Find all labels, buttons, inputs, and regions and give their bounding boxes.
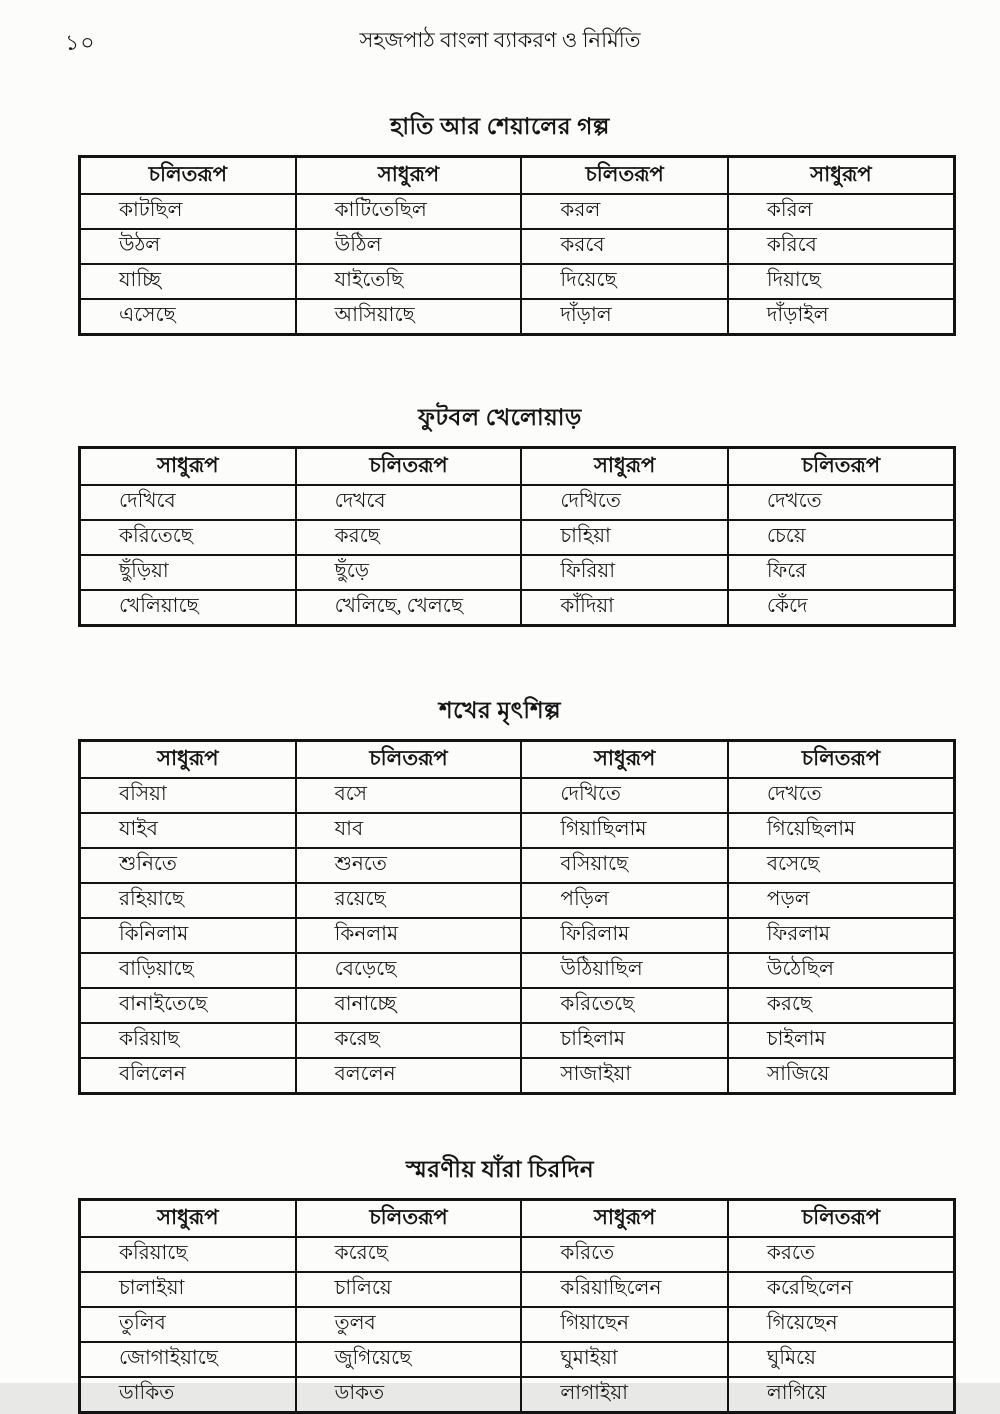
verb-form-table [78, 155, 956, 336]
table-cell: লাগিয়ে [728, 1377, 955, 1413]
table-cell: চাহিলাম [521, 1023, 728, 1058]
table-cell: ছুঁড়ে [296, 555, 522, 590]
table-section [40, 399, 960, 627]
table-cell: যাব [296, 813, 522, 848]
table-row [80, 1237, 955, 1272]
table-cell: করিবে [728, 229, 955, 264]
table-cell: পড়িল [521, 883, 728, 918]
table-cell: খেলিয়াছে [80, 590, 296, 626]
table-row [80, 778, 955, 813]
table-cell: করিল [728, 194, 955, 229]
verb-form-table [78, 1198, 956, 1414]
column-header: চলিতরূপ [728, 448, 955, 486]
table-cell: গিয়েছেন [728, 1307, 955, 1342]
table-cell: করেছে [296, 1237, 522, 1272]
header-row [80, 741, 955, 779]
table-cell: করিতে [521, 1237, 728, 1272]
table-cell: কিনিলাম [80, 918, 296, 953]
table-cell: যাইব [80, 813, 296, 848]
table-title: ফুটবল খেলোয়াড় [418, 405, 582, 430]
table-cell: উঠল [80, 229, 296, 264]
table-cell: শুনিতে [80, 848, 296, 883]
column-header: চলিতরূপ [296, 448, 522, 486]
column-header: সাধুরূপ [80, 1200, 296, 1238]
table-row [80, 953, 955, 988]
table-cell: দেখিতে [521, 778, 728, 813]
running-header [40, 24, 960, 54]
table-cell: করছে [728, 988, 955, 1023]
table-title: স্মরণীয় যাঁরা চিরদিন [405, 1157, 595, 1182]
table-cell: দিয়েছে [521, 264, 728, 299]
table-cell: গিয়াছিলাম [521, 813, 728, 848]
table-cell: যাচ্ছি [80, 264, 296, 299]
table-cell: করল [521, 194, 728, 229]
table-cell: করবে [521, 229, 728, 264]
table-cell: উঠিল [296, 229, 522, 264]
table-row [80, 883, 955, 918]
table-cell: ফিরিয়া [521, 555, 728, 590]
column-header: চলিতরূপ [728, 1200, 955, 1238]
table-cell: ফিরলাম [728, 918, 955, 953]
table-cell: ঘুমাইয়া [521, 1342, 728, 1377]
column-header: সাধুরূপ [80, 448, 296, 486]
table-cell: চাইলাম [728, 1023, 955, 1058]
table-cell: কিনলাম [296, 918, 522, 953]
column-header: সাধুরূপ [80, 741, 296, 779]
header-row [80, 157, 955, 195]
table-cell: চেয়ে [728, 520, 955, 555]
table-row [80, 555, 955, 590]
table-row [80, 918, 955, 953]
book-title: সহজপাঠ বাংলা ব্যাকরণ ও নির্মিতি [359, 28, 641, 52]
table-cell: করিতেছে [80, 520, 296, 555]
table-cell: তুলিব [80, 1307, 296, 1342]
table-row [80, 1307, 955, 1342]
table-row [80, 1023, 955, 1058]
table-cell: জোগাইয়াছে [80, 1342, 296, 1377]
page-number: ১০ [65, 30, 96, 55]
table-title: শখের মৃৎশিল্প [438, 698, 562, 723]
table-row [80, 1342, 955, 1377]
table-row [80, 1377, 955, 1413]
table-section [40, 1151, 960, 1414]
header-row [80, 1200, 955, 1238]
table-cell: এসেছে [80, 299, 296, 335]
table-cell: গিয়াছেন [521, 1307, 728, 1342]
table-cell: ঘুমিয়ে [728, 1342, 955, 1377]
table-cell: শুনতে [296, 848, 522, 883]
table-cell: তুলব [296, 1307, 522, 1342]
table-cell: দিয়াছে [728, 264, 955, 299]
table-cell: করিয়াছ [80, 1023, 296, 1058]
table-cell: উঠিয়াছিল [521, 953, 728, 988]
table-cell: দেখতে [728, 485, 955, 520]
table-cell: বললেন [296, 1058, 522, 1094]
table-row [80, 848, 955, 883]
table-cell: চালিয়ে [296, 1272, 522, 1307]
column-header: সাধুরূপ [296, 157, 522, 195]
table-cell: বাড়িয়াছে [80, 953, 296, 988]
verb-form-table [78, 739, 956, 1095]
table-cell: দাঁড়াল [521, 299, 728, 335]
verb-form-table [78, 446, 956, 627]
table-cell: কাটছিল [80, 194, 296, 229]
table-section [40, 108, 960, 336]
table-cell: আসিয়াছে [296, 299, 522, 335]
table-row [80, 299, 955, 335]
table-row [80, 1058, 955, 1094]
table-cell: বলিলেন [80, 1058, 296, 1094]
table-row [80, 520, 955, 555]
table-title: হাতি আর শেয়ালের গল্প [390, 114, 610, 139]
column-header: সাধুরূপ [521, 1200, 728, 1238]
column-header: সাধুরূপ [728, 157, 955, 195]
table-cell: পড়ল [728, 883, 955, 918]
table-cell: করিতেছে [521, 988, 728, 1023]
table-row [80, 194, 955, 229]
column-header: সাধুরূপ [521, 448, 728, 486]
table-cell: কেঁদে [728, 590, 955, 626]
table-cell: ফিরিলাম [521, 918, 728, 953]
column-header: চলিতরূপ [296, 741, 522, 779]
table-cell: চালাইয়া [80, 1272, 296, 1307]
table-row [80, 590, 955, 626]
table-row [80, 1272, 955, 1307]
table-cell: রয়েছে [296, 883, 522, 918]
table-cell: চাহিয়া [521, 520, 728, 555]
table-cell: গিয়েছিলাম [728, 813, 955, 848]
table-section [40, 692, 960, 1095]
table-row [80, 485, 955, 520]
table-cell: বানাইতেছে [80, 988, 296, 1023]
table-cell: ডাকিত [80, 1377, 296, 1413]
table-cell: খেলিছে, খেলছে [296, 590, 522, 626]
column-header: সাধুরূপ [521, 741, 728, 779]
table-cell: উঠেছিল [728, 953, 955, 988]
table-row [80, 813, 955, 848]
table-cell: দেখিবে [80, 485, 296, 520]
table-row [80, 229, 955, 264]
table-cell: রহিয়াছে [80, 883, 296, 918]
table-cell: বসিয়াছে [521, 848, 728, 883]
table-cell: বানাচ্ছে [296, 988, 522, 1023]
table-cell: দেখতে [728, 778, 955, 813]
table-cell: দেখবে [296, 485, 522, 520]
column-header: চলিতরূপ [521, 157, 728, 195]
table-cell: সাজিয়ে [728, 1058, 955, 1094]
table-row [80, 988, 955, 1023]
table-cell: কাঁদিয়া [521, 590, 728, 626]
table-cell: ফিরে [728, 555, 955, 590]
table-cell: বসে [296, 778, 522, 813]
table-cell: কাটিতেছিল [296, 194, 522, 229]
column-header: চলিতরূপ [296, 1200, 522, 1238]
table-cell: ডাকত [296, 1377, 522, 1413]
table-cell: সাজাইয়া [521, 1058, 728, 1094]
table-cell: ছুঁড়িয়া [80, 555, 296, 590]
table-cell: করেছ [296, 1023, 522, 1058]
table-cell: লাগাইয়া [521, 1377, 728, 1413]
table-cell: দেখিতে [521, 485, 728, 520]
header-row [80, 448, 955, 486]
column-header: চলিতরূপ [80, 157, 296, 195]
table-cell: করতে [728, 1237, 955, 1272]
table-row [80, 264, 955, 299]
table-cell: করেছিলেন [728, 1272, 955, 1307]
table-cell: বসেছে [728, 848, 955, 883]
table-cell: বসিয়া [80, 778, 296, 813]
table-cell: দাঁড়াইল [728, 299, 955, 335]
table-cell: বেড়েছে [296, 953, 522, 988]
table-cell: করিয়াছিলেন [521, 1272, 728, 1307]
column-header: চলিতরূপ [728, 741, 955, 779]
table-cell: করছে [296, 520, 522, 555]
tables-area [40, 108, 960, 1414]
table-cell: যাইতেছি [296, 264, 522, 299]
table-cell: জুগিয়েছে [296, 1342, 522, 1377]
table-cell: করিয়াছে [80, 1237, 296, 1272]
